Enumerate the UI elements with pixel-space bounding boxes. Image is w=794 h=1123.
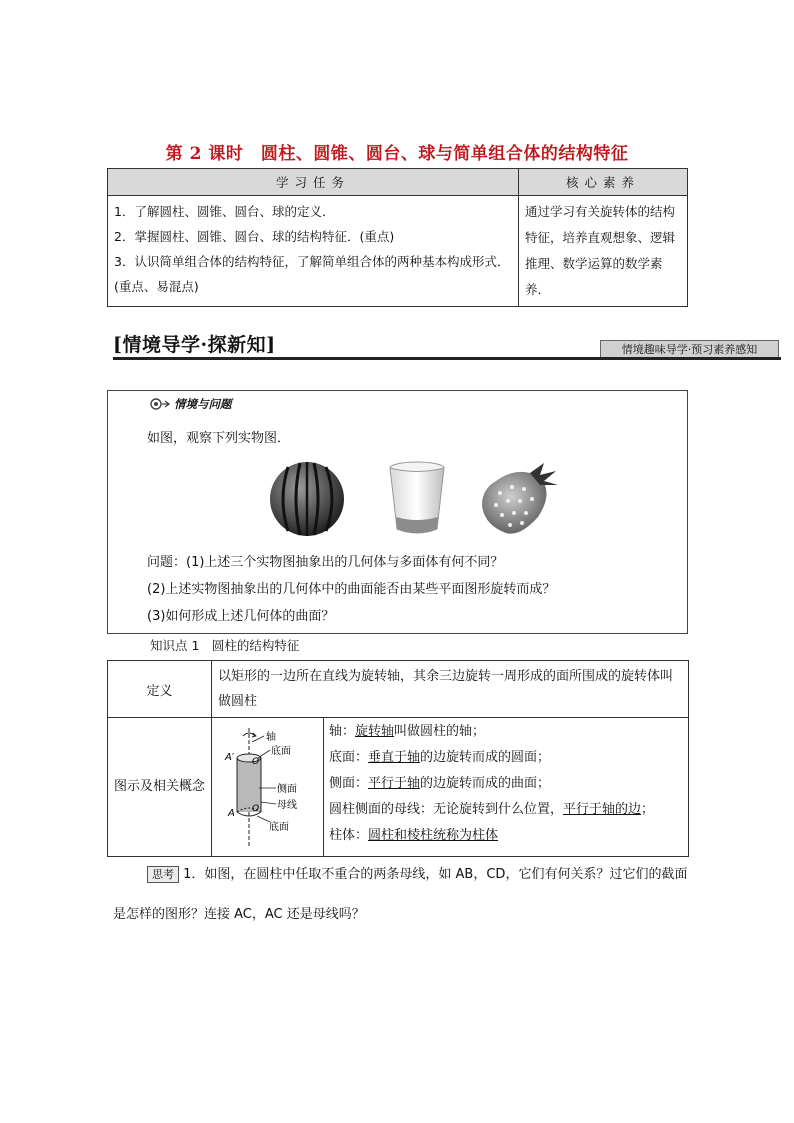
learning-task-table bbox=[107, 168, 688, 307]
scenario-intro: 如图，观察下列实物图． bbox=[147, 431, 291, 446]
concept-axis: 轴：旋转轴叫做圆柱的轴； bbox=[329, 724, 486, 739]
fig-label-axis: 轴 bbox=[266, 732, 276, 743]
scenario-label-text: 情境与问题 bbox=[174, 397, 232, 411]
knowledge-point-title: 知识点 1 圆柱的结构特征 bbox=[150, 638, 300, 653]
learning-tasks bbox=[108, 196, 519, 307]
scenario-label bbox=[148, 396, 232, 412]
gear-icon bbox=[148, 397, 170, 411]
fig-label-generatrix: 母线 bbox=[277, 800, 297, 811]
core-literacy: 通过学习有关旋转体的结构特征，培养直观想象、逻辑推理、数学运算的数学素养． bbox=[519, 196, 688, 307]
fig-label-side: 侧面 bbox=[277, 784, 297, 795]
section-divider bbox=[113, 357, 781, 360]
strawberry-image bbox=[482, 463, 558, 534]
question-1: 问题：(1)上述三个实物图抽象出的几何体与多面体有何不同？ bbox=[147, 555, 504, 570]
object-pictures bbox=[268, 459, 568, 539]
figure-label: 图示及相关概念 bbox=[108, 718, 212, 857]
cylinder-concepts bbox=[324, 718, 689, 857]
question-3: (3)如何形成上述几何体的曲面？ bbox=[147, 609, 335, 624]
section-heading: [情境导学·探新知] bbox=[113, 334, 276, 356]
fig-label-bottom-base: 底面 bbox=[269, 822, 289, 833]
fig-label-top-base: 底面 bbox=[271, 746, 291, 757]
task-item: 2．掌握圆柱、圆锥、圆台、球的结构特征．(重点) bbox=[114, 229, 395, 244]
definition-label: 定义 bbox=[108, 661, 212, 718]
concept-base: 底面：垂直于轴的边旋转而成的圆面； bbox=[329, 750, 551, 765]
task-header-left: 学习任务 bbox=[108, 169, 519, 196]
fig-label-a: A bbox=[228, 808, 235, 819]
fig-label-o: O bbox=[252, 804, 260, 814]
task-header-right: 核心素养 bbox=[519, 169, 688, 196]
concept-prism-body: 柱体：圆柱和棱柱统称为柱体 bbox=[329, 828, 499, 843]
cylinder-figure-cell bbox=[212, 718, 324, 857]
paper-cup-image bbox=[390, 462, 444, 533]
watermelon-image bbox=[270, 462, 344, 536]
fig-label-o-prime: O′ bbox=[252, 757, 262, 767]
definition-text: 以矩形的一边所在直线为旋转轴，其余三边旋转一周形成的面所围成的旋转体叫做圆柱 bbox=[212, 661, 689, 718]
lesson-title: 第 2 课时 圆柱、圆锥、圆台、球与简单组合体的结构特征 bbox=[165, 144, 629, 164]
scenario-box bbox=[107, 390, 688, 634]
think-tag: 思考 bbox=[147, 866, 179, 883]
think-text: 1．如图，在圆柱中任取不重合的两条母线，如 AB，CD，它们有何关系？过它们的截面是怎样的图形？连接 AC，AC 还是母线吗？ bbox=[113, 867, 688, 922]
task-item: 1．了解圆柱、圆锥、圆台、球的定义． bbox=[114, 204, 335, 219]
cylinder-structure-table bbox=[107, 660, 689, 857]
concept-side: 侧面：平行于轴的边旋转而成的曲面； bbox=[329, 776, 551, 791]
cylinder-diagram bbox=[212, 718, 323, 852]
question-2: (2)上述实物图抽象出的几何体中的曲面能否由某些平面图形旋转而成？ bbox=[147, 582, 556, 597]
section-tag: 情境趣味导学·预习素养感知 bbox=[600, 340, 779, 360]
think-question bbox=[113, 855, 693, 935]
task-item: 3．认识简单组合体的结构特征，了解简单组合体的两种基本构成形式．(重点、易混点) bbox=[114, 254, 510, 294]
concept-generatrix: 圆柱侧面的母线：无论旋转到什么位置，平行于轴的边； bbox=[329, 802, 655, 817]
fig-label-a-prime: A′ bbox=[225, 752, 235, 763]
